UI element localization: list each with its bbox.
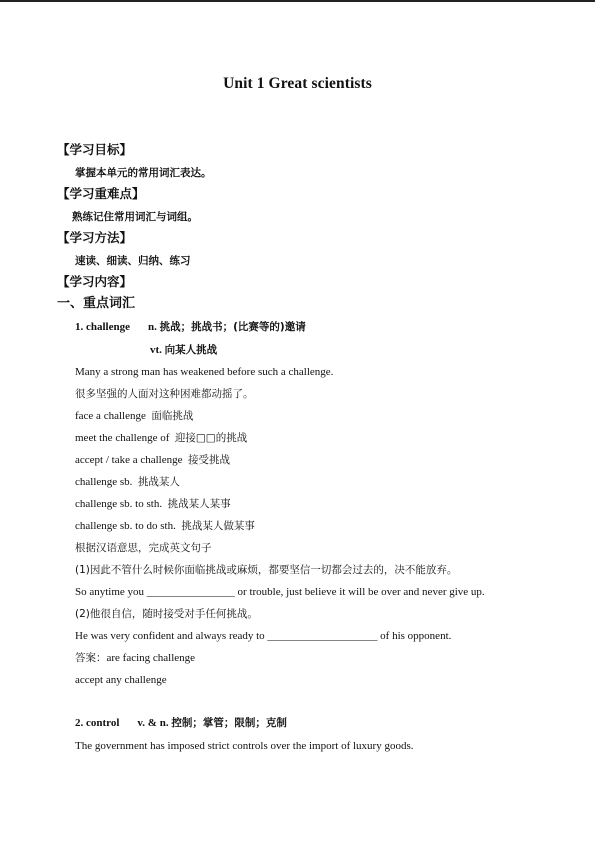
- word1-header: [75, 320, 306, 334]
- answer-line-1: [75, 651, 195, 665]
- phrase-item: meet the challenge of 迎接□□的挑战: [75, 432, 248, 444]
- exercise-q2-cn: (2)他很自信，随时接受对手任何挑战。: [75, 608, 258, 620]
- word2-example-en: The government has imposed strict controls over the import of luxury goods.: [75, 740, 414, 752]
- content-heading: 【学习内容】: [57, 274, 133, 289]
- page-title: Unit 1 Great scientists: [223, 75, 372, 92]
- word1-def1: 挑战；挑战书；(比赛等的)邀请: [159, 321, 306, 333]
- word1-example-cn: 很多坚强的人面对这种困难都动摇了。: [75, 388, 254, 400]
- word1-pos2: vt.: [150, 344, 162, 356]
- answer-label: 答案：: [75, 652, 107, 664]
- phrase-item: challenge sb. to sth. 挑战某人某事: [75, 498, 231, 510]
- word2-header: [75, 716, 287, 730]
- phrase-item: face a challenge 面临挑战: [75, 410, 194, 422]
- exercise-q2-en: He was very confident and always ready to ____________________ of his opponent.: [75, 630, 452, 642]
- page-top-rule: [0, 0, 595, 2]
- exercise-q1-cn: (1)因此不管什么时候你面临挑战或麻烦，都要坚信一切都会过去的，决不能放弃。: [75, 564, 458, 576]
- method-heading: 【学习方法】: [57, 230, 133, 245]
- method-text: 速读、细读、归纳、练习: [75, 255, 191, 267]
- word1-example-en: Many a strong man has weakened before such a challenge.: [75, 366, 334, 378]
- exercise-q1-en: So anytime you ________________ or trouble, just believe it will be over and never give up.: [75, 586, 485, 598]
- answer-line-2: accept any challenge: [75, 674, 167, 686]
- answer-1: are facing challenge: [106, 652, 196, 664]
- word2-pos: v. & n.: [137, 717, 169, 729]
- exercise-intro: 根据汉语意思，完成英文句子: [75, 542, 212, 554]
- word2-def: 控制；掌管；限制；克制: [171, 717, 287, 729]
- word1-def2: 向某人挑战: [164, 344, 218, 356]
- goal-text: 掌握本单元的常用词汇表达。: [75, 167, 212, 179]
- word1-pos1: n.: [148, 321, 157, 333]
- word1-header-2: [150, 343, 217, 357]
- word1-term: 1. challenge: [75, 321, 130, 333]
- goal-heading: 【学习目标】: [57, 142, 133, 157]
- key-heading: 【学习重难点】: [57, 186, 145, 201]
- phrase-item: challenge sb. to do sth. 挑战某人做某事: [75, 520, 255, 532]
- word2-term: 2. control: [75, 717, 120, 729]
- phrase-item: challenge sb. 挑战某人: [75, 476, 180, 488]
- phrase-item: accept / take a challenge 接受挑战: [75, 454, 230, 466]
- key-text: 熟练记住常用词汇与词组。: [72, 211, 198, 223]
- vocab-heading: 一、重点词汇: [57, 296, 136, 311]
